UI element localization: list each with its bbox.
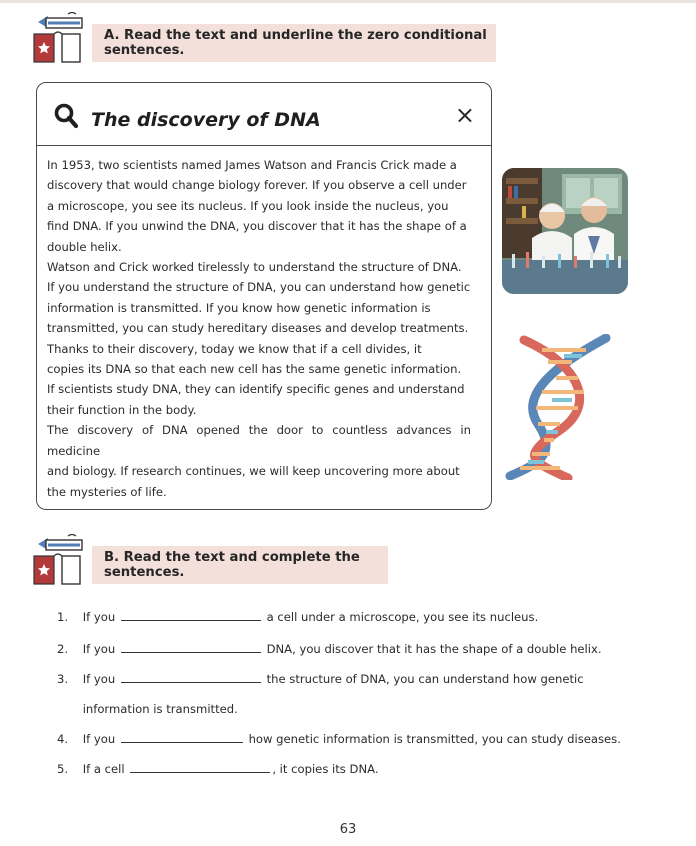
article-line: In 1953, two scientists named James Watson and Francis Crick made a [47, 158, 457, 172]
section-a-label: A. Read the text and underline the zero conditional sentences. [104, 28, 487, 58]
top-rule [0, 0, 696, 3]
exercise-suffix: DNA, you discover that it has the shape of a double helix. [266, 642, 602, 656]
exercise-number: 1. [57, 610, 69, 624]
exercise-prefix: If you [82, 642, 116, 656]
exercise-item [57, 642, 602, 656]
article-line: The discovery of DNA opened the door to countless advances in medicine [47, 423, 471, 458]
article-body [47, 155, 471, 502]
article-line: discovery that would change biology forever. If you observe a cell under [47, 178, 467, 193]
exercise-number: 5. [57, 762, 69, 776]
article-line: and biology. If research continues, we will keep uncovering more about [47, 464, 460, 479]
exercise-prefix: If you [82, 610, 116, 624]
exercise-number: 2. [57, 642, 69, 656]
exercise-prefix: If a cell [82, 762, 125, 776]
exercise-suffix: the structure of DNA, you can understand how genetic [266, 672, 584, 686]
article-line: If scientists study DNA, they can identify specific genes and understand [47, 382, 465, 397]
close-icon[interactable]: × [454, 101, 475, 129]
exercise-item [57, 732, 621, 746]
exercise-suffix: a cell under a microscope, you see its nucleus. [266, 610, 539, 624]
exercise-prefix: If you [82, 732, 116, 746]
article-line: find DNA. If you unwind the DNA, you discover that it has the shape of a [47, 219, 467, 234]
answer-blank[interactable] [121, 732, 243, 743]
answer-blank[interactable] [121, 642, 261, 653]
search-icon[interactable] [53, 103, 79, 129]
exercise-prefix: information is transmitted. [82, 702, 238, 716]
article-line: If you understand the structure of DNA, you can understand how genetic [47, 280, 471, 295]
exercise-item [57, 672, 584, 686]
scientists-illustration [502, 168, 628, 294]
answer-blank[interactable] [121, 672, 261, 683]
article-line: the mysteries of life. [47, 484, 167, 499]
section-b-label: B. Read the text and complete the sentences. [104, 550, 360, 580]
article-line: transmitted, you can study hereditary diseases and develop treatments. [47, 321, 469, 336]
article-line: a microscope, you see its nucleus. If you look inside the nucleus, you [47, 198, 449, 213]
exercise-suffix: , it copies its DNA. [272, 762, 379, 776]
reading-card [36, 82, 492, 510]
card-title: The discovery of DNA [91, 109, 321, 131]
exercise-suffix: how genetic information is transmitted, you can study diseases. [248, 732, 621, 746]
section-a-header [92, 24, 496, 62]
section-b-header [92, 546, 388, 584]
article-line: double helix. [47, 239, 122, 254]
page-number: 63 [339, 822, 357, 837]
card-header [37, 83, 491, 146]
article-line: Watson and Crick worked tirelessly to understand the structure of DNA. [47, 260, 462, 275]
exercise-number: 3. [57, 672, 69, 686]
answer-blank[interactable] [121, 610, 261, 621]
book-star-icon [28, 12, 90, 64]
exercise-continuation [57, 702, 238, 716]
article-line: copies its DNA so that each new cell has the same genetic information. [47, 362, 462, 377]
book-star-icon [28, 534, 90, 586]
dna-helix-illustration [498, 334, 618, 480]
article-line: Thanks to their discovery, today we know that if a cell divides, it [47, 341, 422, 356]
answer-blank[interactable] [130, 762, 270, 773]
exercise-item [57, 762, 379, 776]
article-line: information is transmitted. If you know how genetic information is [47, 300, 431, 315]
exercise-number: 4. [57, 732, 69, 746]
exercise-item [57, 610, 538, 624]
article-line: their function in the body. [47, 402, 197, 417]
exercise-prefix: If you [82, 672, 116, 686]
